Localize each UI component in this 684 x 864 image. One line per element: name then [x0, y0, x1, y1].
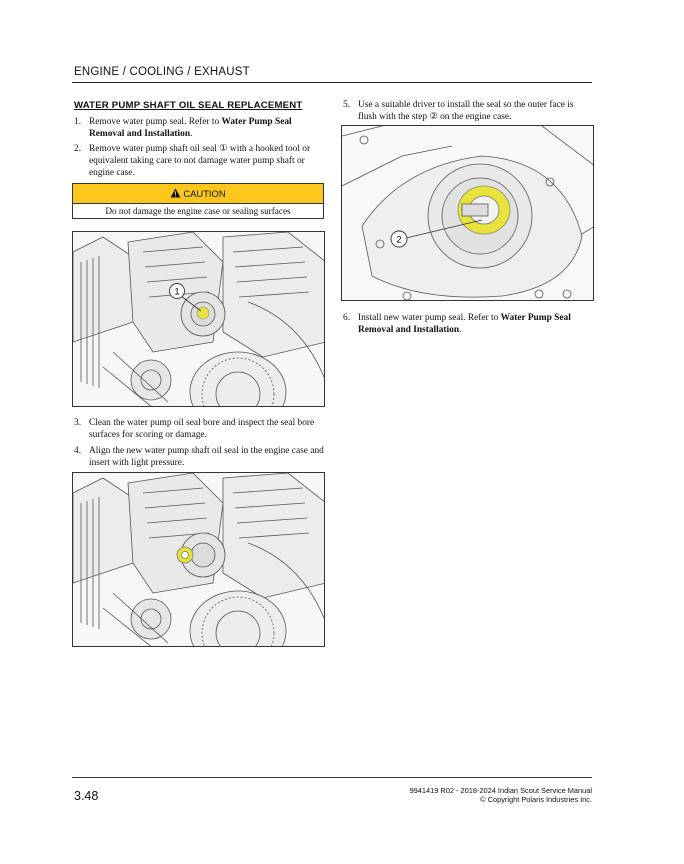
section-title: WATER PUMP SHAFT OIL SEAL REPLACEMENT — [74, 100, 303, 111]
step-text-end: . — [459, 324, 462, 335]
footer-info — [410, 786, 592, 805]
caution-text: Do not damage the engine case or sealing surfaces — [105, 206, 291, 216]
figure-engine-seal-removal — [72, 231, 325, 407]
footer-doc-title: 9941419 R02 - 2018-2024 Indian Scout Service Manual — [409, 786, 592, 795]
step-1 — [74, 117, 326, 141]
step-number: 2. — [74, 144, 82, 154]
caution-box — [72, 183, 324, 219]
step-reference-link[interactable]: Water Pump Seal Removal and Installation — [358, 313, 571, 335]
step-text: Remove water pump seal. Refer to — [89, 117, 222, 127]
engine-case-illustration — [342, 126, 594, 301]
step-2 — [74, 144, 326, 179]
step-number: 6. — [343, 313, 351, 323]
figure-engine-seal-install — [72, 472, 325, 647]
step-text-end: . — [190, 128, 193, 139]
header-divider — [72, 82, 592, 83]
step-text: Clean the water pump oil seal bore and inspect the seal bore surfaces for scoring or damage. — [89, 418, 315, 440]
footer-copyright: © Copyright Polaris Industries Inc. — [480, 795, 592, 805]
figure-seal-driver — [341, 125, 594, 301]
step-4 — [74, 446, 326, 470]
step-6 — [343, 313, 593, 337]
step-number: 4. — [74, 446, 82, 456]
step-text: Remove water pump shaft oil seal ① with a hooked tool or equivalent taking care to not damage water pump shaft or engine case. — [89, 144, 311, 178]
warning-icon — [170, 188, 181, 198]
callout-1-label: 1 — [174, 286, 180, 297]
page-number: 3.48 — [74, 789, 99, 803]
step-number: 5. — [343, 100, 351, 110]
step-text: Align the new water pump shaft oil seal in the engine case and insert with light pressure. — [89, 446, 324, 468]
step-3 — [74, 418, 326, 442]
step-number: 3. — [74, 418, 82, 428]
callout-2-label: 2 — [396, 234, 402, 245]
caution-label: CAUTION — [183, 188, 226, 199]
footer-divider — [72, 777, 592, 778]
engine-illustration — [73, 232, 325, 407]
step-text: Install new water pump seal. Refer to — [358, 313, 501, 323]
step-reference-link[interactable]: Water Pump Seal Removal and Installation — [89, 117, 292, 139]
engine-illustration — [73, 473, 325, 647]
step-5 — [343, 100, 593, 124]
step-text: Use a suitable driver to install the seal so the outer face is flush with the step ② on the engine case. — [358, 100, 574, 122]
caution-header — [73, 184, 323, 204]
page-header-title: ENGINE / COOLING / EXHAUST — [74, 66, 250, 78]
step-number: 1. — [74, 117, 82, 127]
